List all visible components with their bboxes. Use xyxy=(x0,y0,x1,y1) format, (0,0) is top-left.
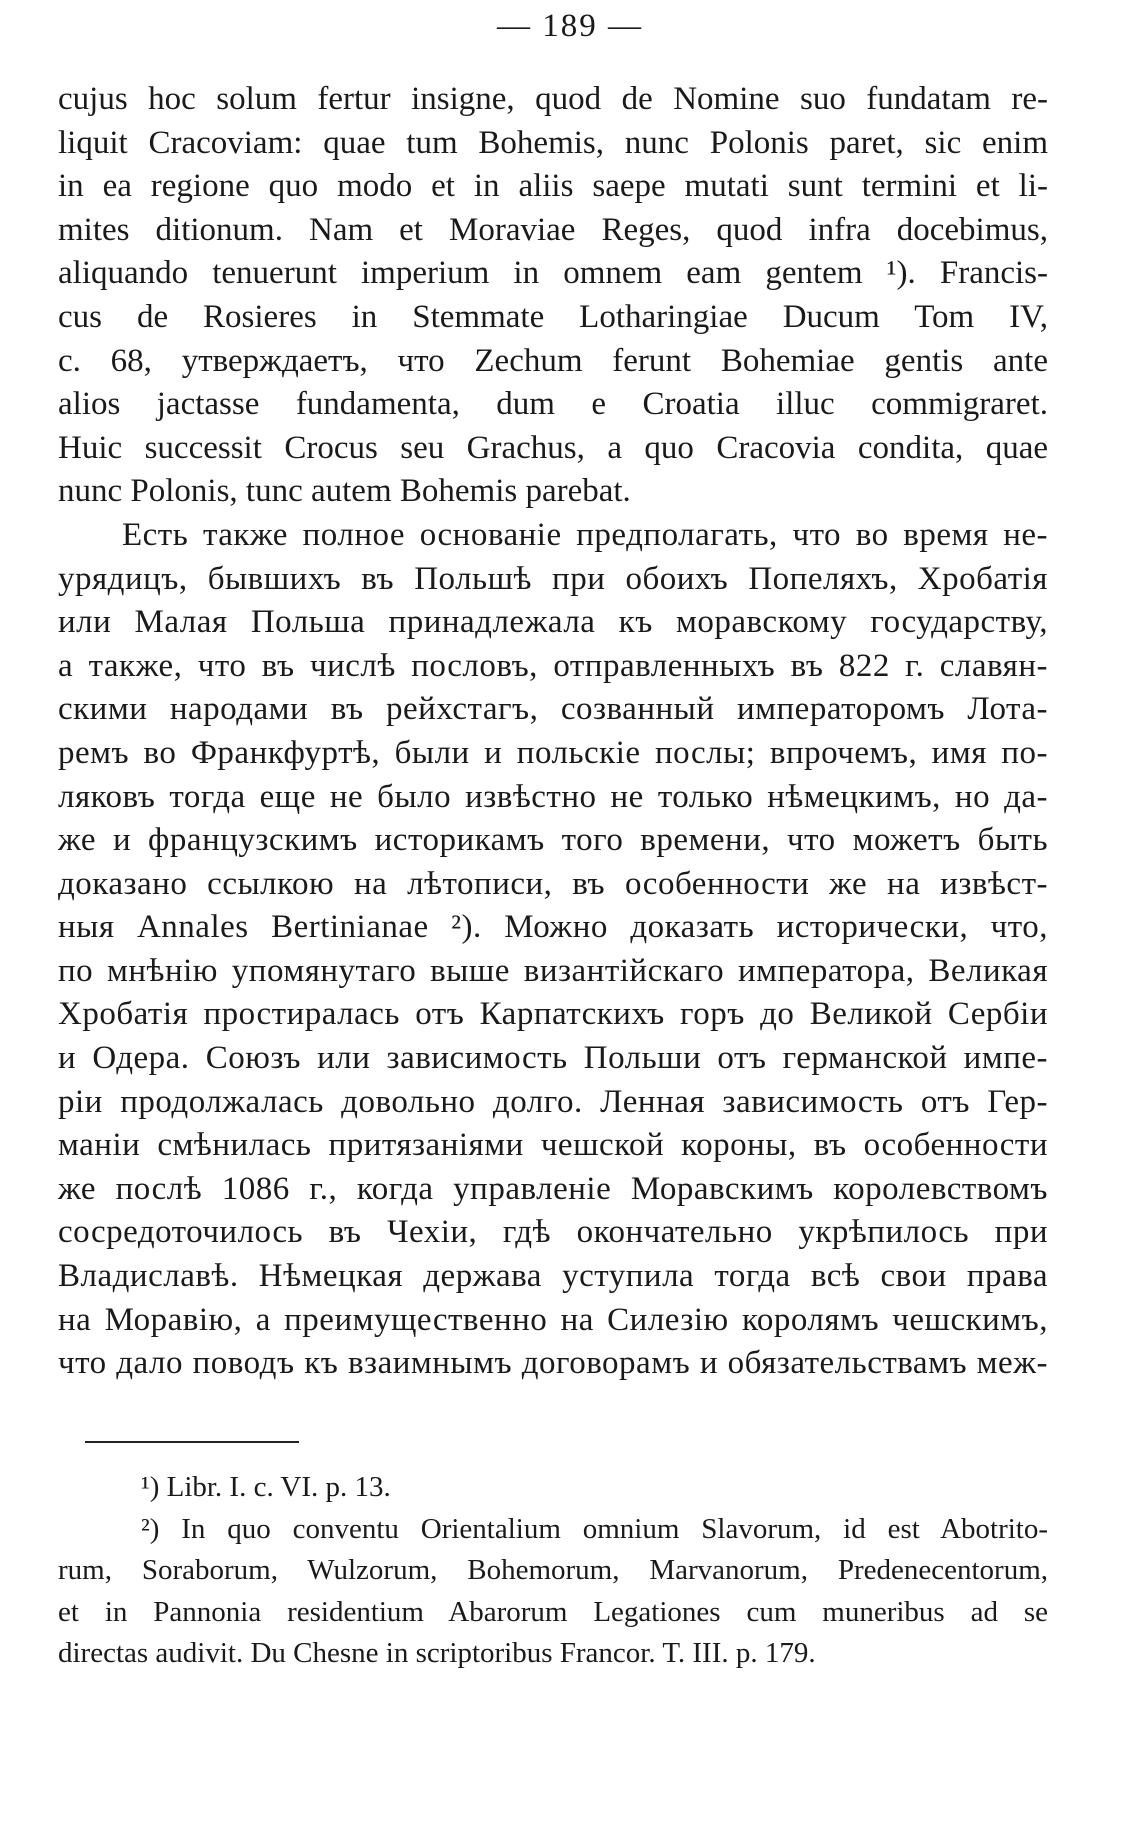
text-line: Хробатія простиралась отъ Карпатскихъ горъ до Великой Сербіи xyxy=(58,996,1048,1033)
text-line: или Малая Польша принадлежала къ моравскому государству, xyxy=(58,604,1048,641)
text-line: cujus hoc solum fertur insigne, quod de Nomine suo fundatam re- xyxy=(58,81,1048,117)
footnote-2-line: et in Pannonia residentium Abarorum Legationes cum muneribus ad se xyxy=(58,1595,1048,1628)
text-line: Владиславѣ. Нѣмецкая держава уступила тогда всѣ свои права xyxy=(58,1258,1048,1295)
text-line: доказано ссылкою на лѣтописи, въ особенности же на извѣст- xyxy=(58,865,1048,902)
footnote-1: ¹) Libr. I. c. VI. p. 13. xyxy=(141,1471,391,1503)
footnote-2-line: rum, Soraborum, Wulzorum, Bohemorum, Marvanorum, Predenecentorum, xyxy=(58,1554,1048,1586)
text-line: ныя Annales Bertinianae ²). Можно доказать исторически, что, xyxy=(58,909,1048,946)
text-line: Huic successit Crocus seu Grachus, a quo Cracovia condita, quae xyxy=(58,429,1048,466)
text-line: aliquando tenuerunt imperium in omnem eam gentem ¹). Francis- xyxy=(58,255,1048,292)
text-line: cus de Rosieres in Stemmate Lotharingiae Ducum Tom IV, xyxy=(58,298,1048,335)
footnotes xyxy=(58,1467,1048,1675)
footnote-2: ²) In quo conventu Orientalium omnium Slavorum, id est Abotrito- xyxy=(141,1512,1048,1545)
text-line: nunc Polonis, tunc autem Bohemis parebat. xyxy=(58,473,631,510)
text-line: что дало поводъ къ взаимнымъ договорамъ и обязательствамъ меж- xyxy=(58,1345,1048,1382)
text-line: alios jactasse fundamenta, dum e Croatia illuc commigraret. xyxy=(58,386,1048,423)
footnote-2-line: directas audivit. Du Chesne in scriptoribus Francor. T. III. p. 179. xyxy=(58,1637,816,1669)
page-number: — 189 — xyxy=(497,8,643,44)
text-line: liquit Cracoviam: quae tum Bohemis, nunc Polonis paret, sic enim xyxy=(58,124,1048,161)
text-line: же и французскимъ историкамъ того времени, что можетъ быть xyxy=(58,822,1048,859)
text-line: mites ditionum. Nam et Moraviae Reges, quod infra docebimus, xyxy=(58,211,1048,248)
text-line: скими народами въ рейхстагъ, созванный императоромъ Лота- xyxy=(58,691,1048,728)
text-line: c. 68, утверждаетъ, что Zechum ferunt Bohemiae gentis ante xyxy=(58,342,1048,379)
text-line: Есть также полное основаніе предполагать, что во время не- xyxy=(122,516,1048,553)
text-line: а также, что въ числѣ пословъ, отправленныхъ въ 822 г. славян- xyxy=(58,647,1048,684)
text-line: сосредоточилось въ Чехіи, гдѣ окончательно укрѣпилось при xyxy=(58,1214,1048,1251)
text-line: и Одера. Союзъ или зависимость Польши отъ германской импе- xyxy=(58,1040,1048,1077)
text-line: по мнѣнію упомянутаго выше византійскаго императора, Великая xyxy=(58,952,1048,989)
footnote-divider xyxy=(85,1441,299,1443)
text-line: на Моравію, а преимущественно на Силезію королямъ чешскимъ, xyxy=(58,1301,1048,1338)
main-text xyxy=(58,78,1048,1386)
text-line: ремъ во Франкфуртѣ, были и польскіе послы; впрочемъ, имя по- xyxy=(58,734,1048,771)
text-line: урядицъ, бывшихъ въ Польшѣ при обоихъ Попеляхъ, Хробатія xyxy=(58,560,1048,597)
text-line: же послѣ 1086 г., когда управленіе Моравскимъ королевствомъ xyxy=(58,1170,1048,1207)
text-line: ріи продолжалась довольно долго. Ленная зависимость отъ Гер- xyxy=(58,1083,1048,1120)
text-line: ляковъ тогда еще не было извѣстно не только нѣмецкимъ, но да- xyxy=(58,778,1048,815)
text-line: in ea regione quo modo et in aliis saepe mutati sunt termini et li- xyxy=(58,168,1048,205)
text-line: маніи смѣнилась притязаніями чешской короны, въ особенности xyxy=(58,1127,1048,1164)
